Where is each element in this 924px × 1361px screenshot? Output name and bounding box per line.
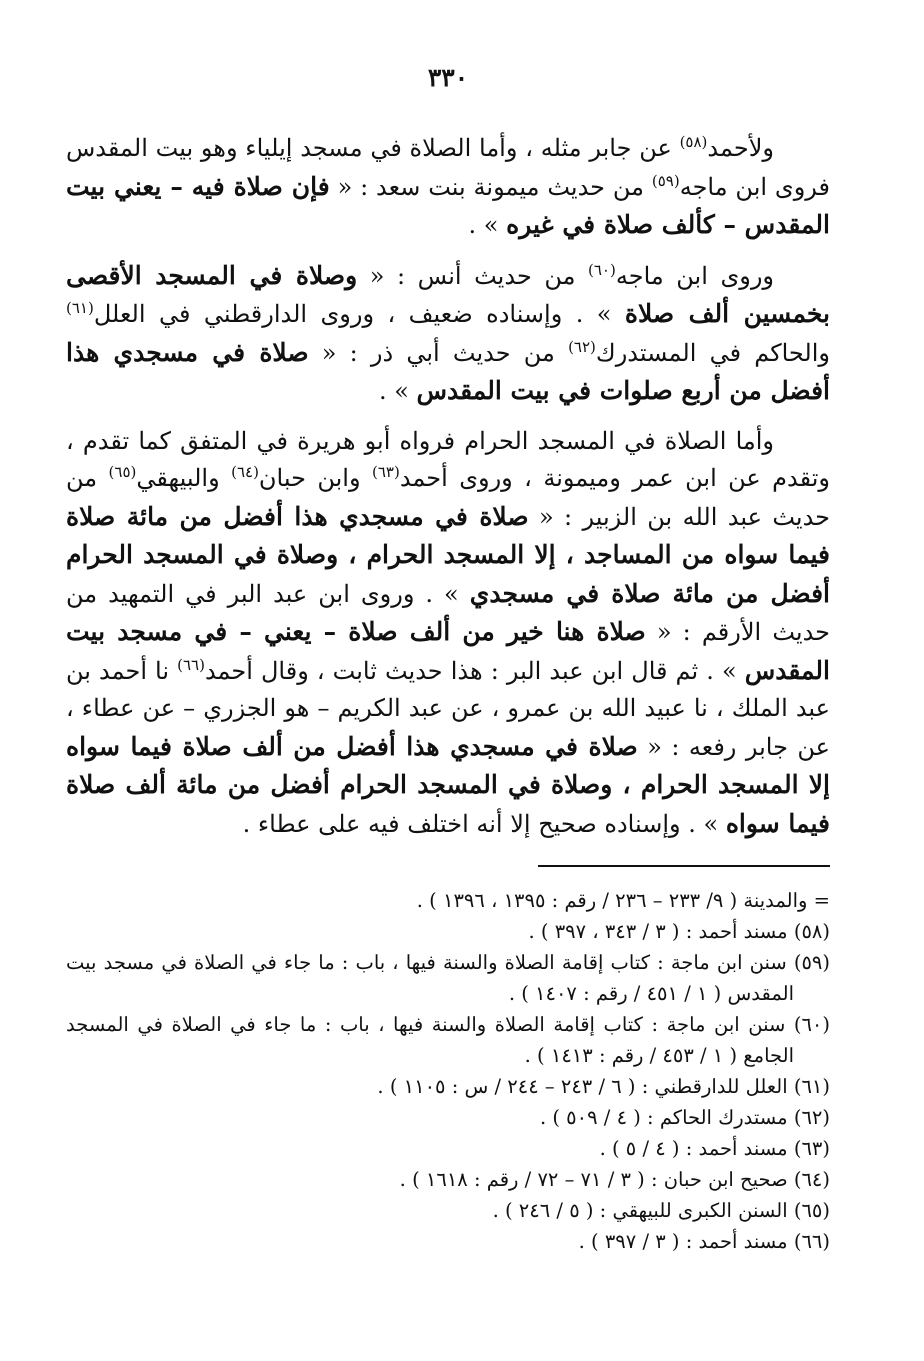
body-text [66,130,830,843]
footnote-reference: (٦١) [66,299,94,317]
book-page [66,58,830,1308]
body-paragraph [66,423,830,844]
text-run: من حديث ميمونة بنت سعد : « [329,172,652,201]
page-number: ٣٣٠ [427,63,469,92]
footnote-reference: (٦٦) [177,655,205,674]
footnote-item: (٦٠) سنن ابن ماجة : كتاب إقامة الصلاة والسنة فيها ، باب : ما جاء في الصلاة في المسجد الجامع ( ١ / ٤٥٣ / رقم : ١٤١٣ ) . [66,1013,830,1067]
footnote-divider [538,865,830,867]
footnote-reference: (٦٣) [371,463,400,481]
hadith-quote: صلاة في مسجدي هذا أفضل من مائة صلاة فيما سواه من المساجد ، إلا المسجد الحرام ، وصلاة في المسجد الحرام أفضل من مائة صلاة في مسجدي [66,501,830,608]
text-run: والحاكم في المستدرك [595,338,830,367]
footnote-item: (٦٥) السنن الكبرى للبيهقي : ( ٥ / ٢٤٦ ) . [492,1199,830,1222]
text-run: ولأحمد [707,134,774,162]
footnote-item: (٦٤) صحيح ابن حبان : ( ٣ / ٧١ – ٧٢ / رقم : ١٦١٨ ) . [399,1168,830,1191]
footnote-reference: (٦٤) [231,463,259,481]
hadith-quote: وصلاة في المسجد الأقصى بخمسين ألف صلاة [66,260,830,328]
footnotes [66,885,830,1257]
text-run: » . [378,377,417,405]
text-run: من حديث أبي ذر : « [308,338,569,367]
text-run: والبيهقي [136,464,232,492]
footnote-item: = والمدينة ( ٩/ ٢٣٣ – ٢٣٦ / رقم : ١٣٩٥ ، ١٣٩٦ ) . [416,889,830,912]
footnote-item: (٦٢) مستدرك الحاكم : ( ٤ / ٥٠٩ ) . [539,1106,830,1129]
body-paragraph [66,130,830,245]
footnote-item: (٦٦) مسند أحمد : ( ٣ / ٣٩٧ ) . [578,1230,830,1253]
text-run: وروى ابن ماجه [615,261,774,290]
hadith-quote: صلاة في مسجدي هذا أفضل من أربع صلوات في بيت المقدس [66,337,830,405]
text-run: من حديث عبد الله بن الزبير : « [66,464,831,531]
text-run: عن جابر مثله ، وأما الصلاة في مسجد إيلياء وهو بيت المقدس فروى ابن ماجه [66,134,831,201]
hadith-quote: صلاة هنا خير من ألف صلاة – يعني – في مسجد بيت المقدس [66,617,830,685]
text-run: » . ثم قال ابن عبد البر : هذا حديث ثابت ، وقال أحمد [204,656,745,685]
footnote-item: (٦١) العلل للدارقطني : ( ٦ / ٢٤٣ – ٢٤٤ / س : ١١٠٥ ) . [377,1075,830,1098]
text-run: » . وروى ابن عبد البر في التمهيد من حديث الأرقم : « [66,579,830,646]
text-run: » . وإسناده ضعيف ، وروى الدارقطني في العلل [93,300,625,328]
body-paragraph [66,257,830,411]
footnote-reference: (٦٠) [588,260,616,279]
text-run: من حديث أنس : « [357,261,589,290]
text-run: » . وإسناده صحيح إلا أنه اختلف فيه على عطاء . [242,809,726,838]
footnote-reference: (٥٩) [651,171,680,190]
footnote-item: (٥٨) مسند أحمد : ( ٣ / ٣٤٣ ، ٣٩٧ ) . [528,920,830,943]
footnote-reference: (٥٨) [679,133,708,151]
hadith-quote: صلاة في مسجدي هذا أفضل من ألف صلاة فيما سواه إلا المسجد الحرام ، وصلاة في المسجد الحرام أفضل من مائة ألف صلاة فيما سواه [66,731,830,838]
hadith-quote: فإن صلاة فيه – يعني بيت المقدس – كألف صلاة في غيره [66,171,830,239]
text-run: وأما الصلاة في المسجد الحرام فرواه أبو هريرة في المتفق كما تقدم ، وتقدم عن ابن عمر وميمونة ، وروى أحمد [66,426,831,492]
text-run: وابن حبان [258,464,372,492]
footnote-item: (٥٩) سنن ابن ماجة : كتاب إقامة الصلاة والسنة فيها ، باب : ما جاء في الصلاة في مسجد بيت المقدس ( ١ / ٤٥١ / رقم : ١٤٠٧ ) . [66,951,830,1005]
text-run: نا أحمد بن عبد الملك ، نا عبيد الله بن عمرو ، عن عبد الكريم – هو الجزري – عن عطاء ، عن جابر رفعه : « [66,656,830,761]
footnote-reference: (٦٢) [568,337,596,356]
text-run: » . [468,211,507,239]
footnote-item: (٦٣) مسند أحمد : ( ٤ / ٥ ) . [599,1137,830,1160]
footnote-reference: (٦٥) [108,463,137,481]
